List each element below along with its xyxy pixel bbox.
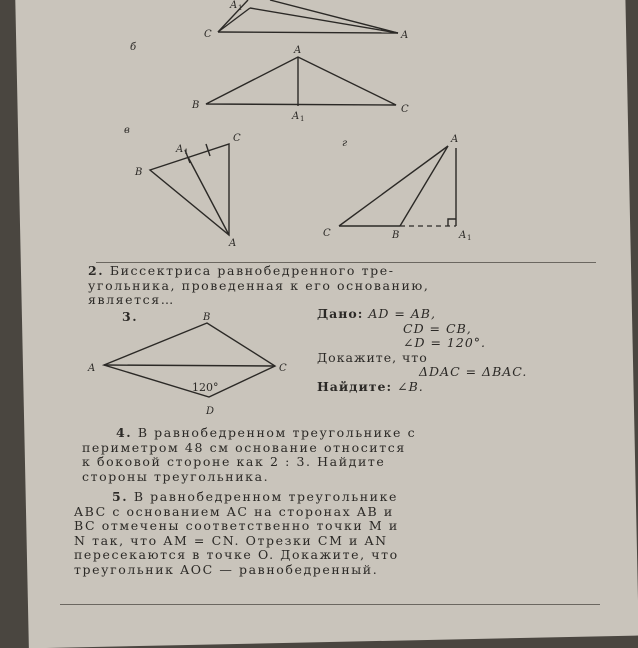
given-line-1: AD = AB, [368,306,436,321]
figure-c [124,125,241,249]
find-label: Найдите: [317,378,393,394]
task-5-line-1: В равнобедренном треугольнике [133,489,399,504]
label-a1: A [230,0,238,11]
task-2-line-2: угольника, проведенная к его основанию, [88,277,430,293]
right-angle-mark [448,219,456,226]
label-b: B [135,167,143,178]
given-line-2: CD = CB, [403,320,472,336]
label-b: B [392,230,400,241]
task-4 [82,426,602,484]
quadrilateral-abcd [104,323,275,397]
angle-label: 120° [192,381,219,394]
label-a1: A [292,111,300,122]
figure-tag-b: б [130,42,137,53]
task-3-given [317,307,527,394]
segment-ca [218,32,398,33]
task-4-line-1: В равнобедренном треугольнике с [137,425,417,440]
given-line-3: ∠D = 120°. [403,335,486,350]
task-4-number: 4. [116,425,133,440]
segment-top-a [270,0,398,33]
given-label: Дано: [317,306,364,321]
task-5-line-4: N так, что AM = CN. Отрезки CM и AN [74,532,388,548]
task-2-line-3: является… [88,292,175,307]
task-2-number: 2. [88,263,105,278]
label-a1-sub: 1 [467,234,472,242]
task-4-line-2: периметром 48 см основание относится [82,439,406,455]
diagonal-ac [104,365,275,366]
triangle-abc [206,57,396,105]
task-5-line-2: ABC с основанием AC на сторонах AB и [74,503,394,519]
segment-ba [400,146,448,226]
figure-task3 [87,312,287,417]
label-a: A [229,238,237,249]
label-a1: A [459,230,467,241]
task-4-line-3: к боковой стороне как 2 : 3. Найдите [82,454,386,469]
figure-tag-c: в [124,125,130,136]
task-5 [74,490,604,577]
task-4-line-4: стороны треугольника. [82,468,270,484]
find-statement: ∠B. [397,378,424,394]
task-3-number [122,310,138,325]
label-a1-sub: 1 [238,4,243,12]
label-b: B [192,100,200,111]
segment-a1-a [250,8,398,33]
label-a: A [294,45,302,56]
label-a1-sub: 1 [300,115,305,123]
task-5-line-3: BC отмечены соответственно точки M и [74,518,399,533]
label-a: A [88,363,96,374]
label-c: C [279,363,287,374]
label-c: C [401,104,409,115]
label-c: C [323,228,331,239]
figure-a-top [204,0,408,41]
prove-label: Докажите, что [317,349,428,365]
task-5-line-5: пересекаются в точке O. Докажите, что [74,547,399,562]
label-a1-sub: 1 [184,148,189,156]
segment-ca [339,146,448,226]
bisector-aa1 [188,157,229,235]
label-a: A [401,30,409,41]
figure-d [323,134,471,242]
triangle-bca [150,144,229,235]
prove-statement: ΔDAC = ΔBAC. [419,364,528,379]
label-b: B [203,312,211,323]
task-2 [88,264,598,308]
figure-b [130,42,409,123]
label-c: C [233,133,241,144]
divider-bottom [60,604,600,605]
task-3-number-text: 3. [122,309,139,324]
label-c: C [204,29,212,40]
label-a: A [451,134,459,145]
figure-tag-d: г [342,138,348,149]
segment-c-a1 [218,8,250,32]
label-d: D [206,406,215,417]
task-5-number: 5. [112,489,129,504]
task-2-line-1: Биссектриса равнобедренного тре- [109,263,395,278]
label-a1: A [176,144,184,155]
task-5-line-6: треугольник AOC — равнобедренный. [74,561,379,577]
